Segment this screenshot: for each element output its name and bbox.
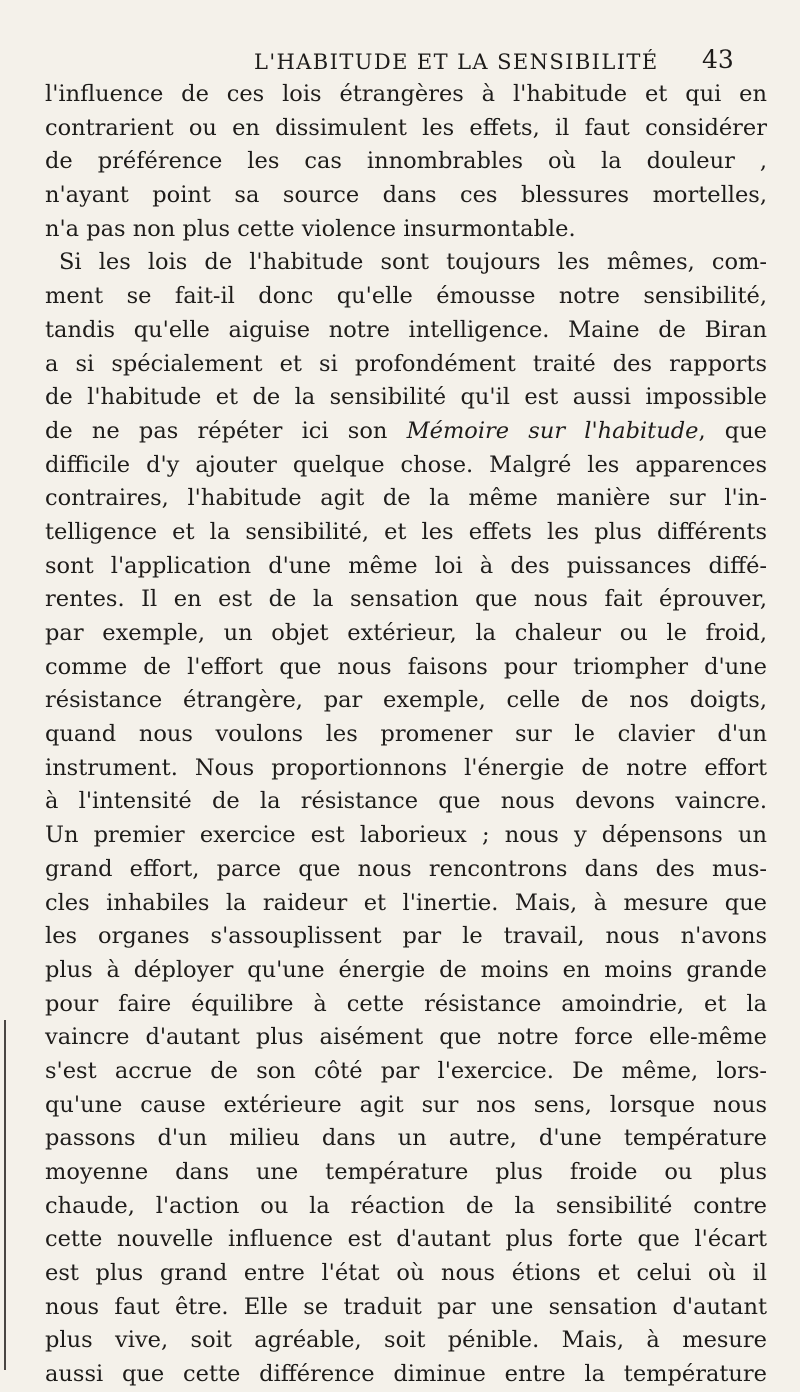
text-line: par exemple, un objet extérieur, la chaleur ou le froid,	[45, 620, 767, 646]
text-line: de l'habitude et de la sensibilité qu'il est aussi impossible	[45, 384, 767, 411]
page-edge-shadow	[4, 1020, 6, 1370]
text-line: l'influence de ces lois étrangères à l'habitude et qui en	[45, 81, 767, 107]
text-line: n'a pas non plus cette violence insurmontable.	[45, 215, 576, 242]
text-line: vaincre d'autant plus aisément que notre force elle-même	[45, 1024, 767, 1051]
text-line: moyenne dans une température plus froide ou plus	[45, 1159, 767, 1185]
text-line: a si spécialement et si profondément traité des rapports	[45, 350, 767, 377]
book-title: Mémoire sur l'habitude	[406, 417, 699, 444]
text-line: instrument. Nous proportionnons l'énergie de notre effort	[45, 754, 767, 781]
text-line: n'ayant point sa source dans ces blessures mortelles,	[45, 182, 767, 209]
text-line: ment se fait-il donc qu'elle émousse notre sensibilité,	[45, 283, 767, 310]
page-header	[0, 40, 800, 80]
text-line: cette nouvelle influence est d'autant plus forte que l'écart	[45, 1226, 767, 1253]
text-line: qu'une cause extérieure agit sur nos sens, lorsque nous	[45, 1091, 767, 1118]
text-line: telligence et la sensibilité, et les effets les plus différents	[45, 518, 767, 545]
text-line: contraires, l'habitude agit de la même manière sur l'in-	[45, 485, 767, 512]
text-line: résistance étrangère, par exemple, celle de nos doigts,	[45, 687, 767, 714]
text-line: pour faire équilibre à cette résistance amoindrie, et la	[45, 990, 767, 1017]
text-line: Si les lois de l'habitude sont toujours les mêmes, com-	[59, 249, 767, 276]
text-line: quand nous voulons les promener sur le clavier d'un	[45, 721, 767, 748]
text-line: de préférence les cas innombrables où la douleur ,	[45, 148, 767, 175]
text-line: aussi que cette différence diminue entre la température	[45, 1361, 767, 1388]
text-line: comme de l'effort que nous faisons pour triompher d'une	[45, 653, 767, 680]
text-line: les organes s'assouplissent par le travail, nous n'avons	[45, 923, 767, 950]
text-line: de ne pas répéter ici son Mémoire sur l'habitude, que	[45, 417, 768, 444]
text-line: sont l'application d'une même loi à des puissances diffé-	[45, 552, 767, 579]
text-line: passons d'un milieu dans un autre, d'une température	[45, 1125, 767, 1152]
text-line: Un premier exercice est laborieux ; nous y dépensons un	[45, 822, 767, 849]
text-line: grand effort, parce que nous rencontrons dans des mus-	[45, 855, 767, 882]
text-line: tandis qu'elle aiguise notre intelligence. Maine de Biran	[45, 316, 767, 343]
text-line: nous faut être. Elle se traduit par une sensation d'autant	[45, 1293, 767, 1320]
text-line: est plus grand entre l'état où nous étions et celui où il	[45, 1260, 767, 1287]
text-line: s'est accrue de son côté par l'exercice. De même, lors-	[45, 1057, 767, 1084]
text-line: rentes. Il en est de la sensation que nous fait éprouver,	[45, 586, 767, 613]
text-line: à l'intensité de la résistance que nous devons vaincre.	[45, 788, 767, 815]
body-text	[45, 78, 767, 1392]
page-number: 43	[702, 45, 734, 74]
text-line: cles inhabiles la raideur et l'inertie. Mais, à mesure que	[45, 889, 767, 916]
text-line: plus à déployer qu'une énergie de moins en moins grande	[45, 956, 767, 983]
text-line: plus vive, soit agréable, soit pénible. Mais, à mesure	[45, 1327, 767, 1354]
running-title: L'HABITUDE ET LA SENSIBILITÉ	[254, 50, 659, 74]
text-line: difficile d'y ajouter quelque chose. Malgré les apparences	[45, 451, 767, 478]
text-line: contrarient ou en dissimulent les effets, il faut considérer	[45, 114, 767, 141]
text-line: chaude, l'action ou la réaction de la sensibilité contre	[45, 1192, 767, 1219]
